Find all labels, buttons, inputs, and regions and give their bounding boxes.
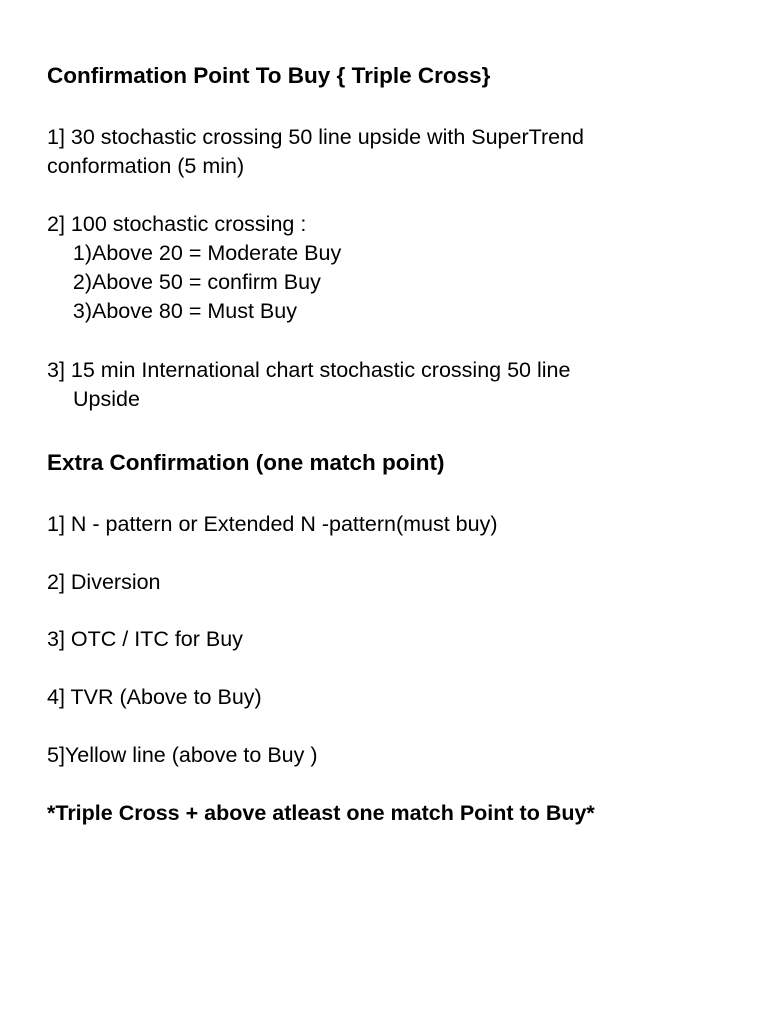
sub-item-2 [70, 268, 321, 297]
section-heading-extra-confirmation: Extra Confirmation (one match point) [47, 450, 445, 475]
sub-item-1 [70, 239, 341, 268]
section-heading-triple-cross: Confirmation Point To Buy { Triple Cross} [47, 63, 491, 88]
extra-item-2: 2] Diversion [47, 570, 161, 594]
point-1-line-2: conformation (5 min) [47, 154, 245, 178]
point-3-line-1: 3] 15 min International chart stochastic crossing 50 line [47, 358, 571, 382]
sub-item-number: 2) [72, 270, 92, 294]
sub-item-text: Above 20 = Moderate Buy [92, 241, 342, 265]
point-2: 2] 100 stochastic crossing : [47, 212, 307, 236]
point-1-line-1: 1] 30 stochastic crossing 50 line upside with SuperTrend [47, 125, 584, 149]
sub-item-number: 1) [72, 241, 92, 265]
sub-item-number: 3) [72, 299, 92, 323]
extra-item-4: 4] TVR (Above to Buy) [47, 685, 262, 709]
extra-item-1: 1] N - pattern or Extended N -pattern(must buy) [47, 512, 498, 536]
conclusion: *Triple Cross + above atleast one match Point to Buy* [47, 801, 595, 825]
sub-item-text: Above 50 = confirm Buy [92, 270, 321, 294]
extra-item-5: 5]Yellow line (above to Buy ) [47, 743, 318, 767]
extra-item-3: 3] OTC / ITC for Buy [47, 627, 243, 651]
sub-item-3 [70, 297, 297, 326]
point-3-line-2: Upside [73, 387, 140, 411]
sub-item-text: Above 80 = Must Buy [92, 299, 297, 323]
